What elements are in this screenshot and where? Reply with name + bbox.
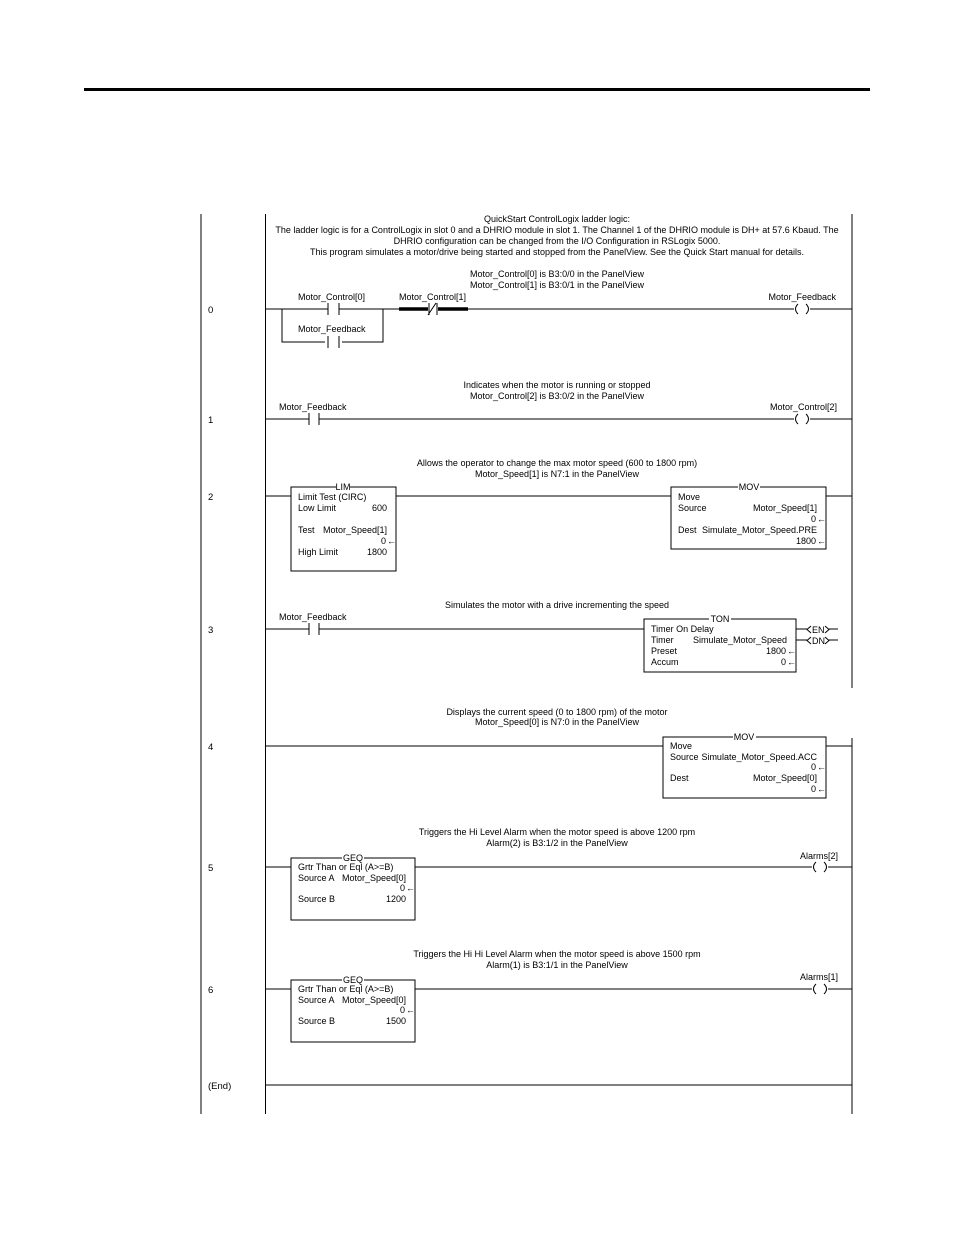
coil-tag: Motor_Feedback bbox=[768, 292, 836, 302]
value-arrow-icon: ← bbox=[817, 514, 826, 524]
dest-tag: Simulate_Motor_Speed.PRE bbox=[701, 525, 817, 535]
source-a-tag: Motor_Speed[0] bbox=[341, 873, 406, 883]
rung-1[interactable] bbox=[208, 380, 852, 426]
geq-instruction[interactable] bbox=[291, 975, 415, 1042]
rung-3[interactable] bbox=[208, 600, 838, 672]
rung-number: 5 bbox=[208, 863, 214, 874]
timer-label: Timer bbox=[651, 635, 674, 645]
rung-comment-line: Triggers the Hi Hi Level Alarm when the motor speed is above 1500 rpm bbox=[413, 949, 701, 959]
rung-number: 6 bbox=[208, 985, 214, 996]
source-a-tag: Motor_Speed[0] bbox=[341, 995, 406, 1005]
contact-tag: Motor_Control[0] bbox=[298, 292, 366, 302]
program-comment-line: QuickStart ControlLogix ladder logic: bbox=[483, 214, 631, 224]
xic-contact[interactable] bbox=[298, 292, 365, 315]
contact-tag: Motor_Feedback bbox=[298, 324, 366, 334]
lim-instruction[interactable] bbox=[291, 482, 396, 571]
instruction-mnemonic: MOV bbox=[733, 732, 755, 742]
source-value: 0 bbox=[810, 762, 816, 772]
instruction-mnemonic: LIM bbox=[335, 482, 351, 492]
output-coil[interactable] bbox=[800, 972, 838, 994]
test-tag: Motor_Speed[1] bbox=[322, 525, 387, 535]
dest-label: Dest bbox=[678, 525, 697, 535]
rung-comment-line: Motor_Speed[1] is N7:1 in the PanelView bbox=[475, 469, 639, 479]
source-label: Source bbox=[670, 752, 699, 762]
dest-label: Dest bbox=[670, 773, 689, 783]
value-arrow-icon: ← bbox=[817, 536, 826, 546]
low-limit-label: Low Limit bbox=[298, 503, 337, 513]
geq-instruction[interactable] bbox=[291, 853, 415, 920]
rung-2[interactable] bbox=[208, 458, 852, 571]
low-limit-value: 600 bbox=[371, 503, 387, 513]
value-arrow-icon: ← bbox=[817, 784, 826, 794]
end-rung bbox=[208, 1081, 852, 1092]
rung-number: 2 bbox=[208, 492, 214, 503]
rung-comment-line: Simulates the motor with a drive incrementing the speed bbox=[444, 600, 670, 610]
timer-tag: Simulate_Motor_Speed bbox=[692, 635, 787, 645]
source-b-label: Source B bbox=[298, 1016, 336, 1026]
xic-contact[interactable] bbox=[279, 402, 347, 425]
program-comment-line: DHRIO configuration can be changed from the I/O Configuration in RSLogix 5000. bbox=[393, 236, 721, 246]
rung-comment-line: Displays the current speed (0 to 1800 rpm) of the motor bbox=[446, 707, 668, 717]
test-label: Test bbox=[298, 525, 315, 535]
value-arrow-icon: ← bbox=[406, 883, 415, 893]
preset-label: Preset bbox=[651, 646, 678, 656]
rung-comment-line: Alarm(2) is B3:1/2 in the PanelView bbox=[486, 838, 628, 848]
source-a-label: Source A bbox=[298, 995, 335, 1005]
rung-comment-line: Indicates when the motor is running or stopped bbox=[463, 380, 651, 390]
instruction-mnemonic: GEQ bbox=[342, 853, 364, 863]
rung-comment-line: Motor_Control[0] is B3:0/0 in the PanelView bbox=[470, 269, 644, 279]
rung-comment-line: Triggers the Hi Level Alarm when the motor speed is above 1200 rpm bbox=[418, 827, 696, 837]
program-comment bbox=[275, 214, 838, 257]
instruction-title: Limit Test (CIRC) bbox=[298, 492, 367, 502]
rung-5[interactable] bbox=[208, 827, 852, 920]
contact-tag: Motor_Feedback bbox=[279, 612, 347, 622]
rung-6[interactable] bbox=[208, 949, 852, 1042]
output-coil[interactable] bbox=[768, 292, 836, 314]
rung-number: 0 bbox=[208, 305, 214, 316]
output-coil[interactable] bbox=[770, 402, 837, 424]
source-a-value: 0 bbox=[399, 883, 405, 893]
rung-comment-line: Motor_Control[2] is B3:0/2 in the PanelView bbox=[470, 391, 644, 401]
rung-comment-line: Allows the operator to change the max motor speed (600 to 1800 rpm) bbox=[416, 458, 698, 468]
rung-0[interactable] bbox=[208, 269, 852, 348]
end-label: (End) bbox=[208, 1081, 232, 1092]
value-arrow-icon: ← bbox=[817, 762, 826, 772]
instruction-title: Grtr Than or Eql (A>=B) bbox=[298, 984, 394, 994]
rung-comment-line: Motor_Control[1] is B3:0/1 in the PanelView bbox=[470, 280, 644, 290]
source-b-value: 1500 bbox=[385, 1016, 406, 1026]
source-b-value: 1200 bbox=[385, 894, 406, 904]
dest-value: 0 bbox=[810, 784, 816, 794]
instruction-title: Move bbox=[678, 492, 701, 502]
source-tag: Motor_Speed[1] bbox=[752, 503, 817, 513]
dn-bit: DN bbox=[812, 636, 825, 646]
program-comment-line: This program simulates a motor/drive being started and stopped from the PanelView. See the Quick Start manual for details. bbox=[309, 247, 805, 257]
ton-instruction[interactable] bbox=[644, 614, 838, 672]
rung-comment-line: Alarm(1) is B3:1/1 in the PanelView bbox=[486, 960, 628, 970]
source-a-value: 0 bbox=[399, 1005, 405, 1015]
value-arrow-icon: ← bbox=[406, 1005, 415, 1015]
xio-contact[interactable] bbox=[399, 292, 468, 315]
instruction-title: Grtr Than or Eql (A>=B) bbox=[298, 862, 394, 872]
coil-tag: Alarms[1] bbox=[799, 972, 838, 982]
contact-tag: Motor_Feedback bbox=[279, 402, 347, 412]
rung-number: 1 bbox=[208, 415, 214, 426]
mov-instruction[interactable] bbox=[663, 732, 826, 798]
output-coil[interactable] bbox=[800, 851, 838, 872]
instruction-mnemonic: GEQ bbox=[342, 975, 364, 985]
value-arrow-icon: ← bbox=[387, 536, 396, 546]
instruction-title: Timer On Delay bbox=[651, 624, 714, 634]
accum-label: Accum bbox=[651, 657, 679, 667]
test-value: 0 bbox=[380, 536, 386, 546]
en-bit: EN bbox=[812, 625, 825, 635]
coil-tag: Motor_Control[2] bbox=[769, 402, 837, 412]
source-tag: Simulate_Motor_Speed.ACC bbox=[701, 752, 817, 762]
instruction-title: Move bbox=[670, 741, 693, 751]
high-limit-value: 1800 bbox=[366, 547, 387, 557]
rung-number: 3 bbox=[208, 625, 214, 636]
rung-number: 4 bbox=[208, 742, 214, 753]
coil-tag: Alarms[2] bbox=[799, 851, 838, 861]
high-limit-label: High Limit bbox=[298, 547, 339, 557]
accum-value: 0 bbox=[780, 657, 786, 667]
xic-contact[interactable] bbox=[279, 612, 347, 635]
instruction-mnemonic: MOV bbox=[738, 482, 760, 492]
branch-xic-contact[interactable] bbox=[298, 324, 366, 348]
mov-instruction[interactable] bbox=[671, 482, 826, 549]
value-arrow-icon: ← bbox=[787, 646, 796, 656]
dest-value: 1800 bbox=[795, 536, 816, 546]
source-label: Source bbox=[678, 503, 707, 513]
contact-tag: Motor_Control[1] bbox=[399, 292, 467, 302]
value-arrow-icon: ← bbox=[787, 657, 796, 667]
source-b-label: Source B bbox=[298, 894, 336, 904]
source-a-label: Source A bbox=[298, 873, 335, 883]
source-value: 0 bbox=[810, 514, 816, 524]
preset-value: 1800 bbox=[765, 646, 786, 656]
dest-tag: Motor_Speed[0] bbox=[752, 773, 817, 783]
rung-4[interactable] bbox=[208, 707, 852, 798]
rung-comment-line: Motor_Speed[0] is N7:0 in the PanelView bbox=[475, 717, 639, 727]
program-comment-line: The ladder logic is for a ControlLogix in slot 0 and a DHRIO module in slot 1. The Channel 1 of the DHRIO module is DH+ at 57.6 Kbaud. The bbox=[275, 225, 839, 235]
instruction-mnemonic: TON bbox=[710, 614, 730, 624]
